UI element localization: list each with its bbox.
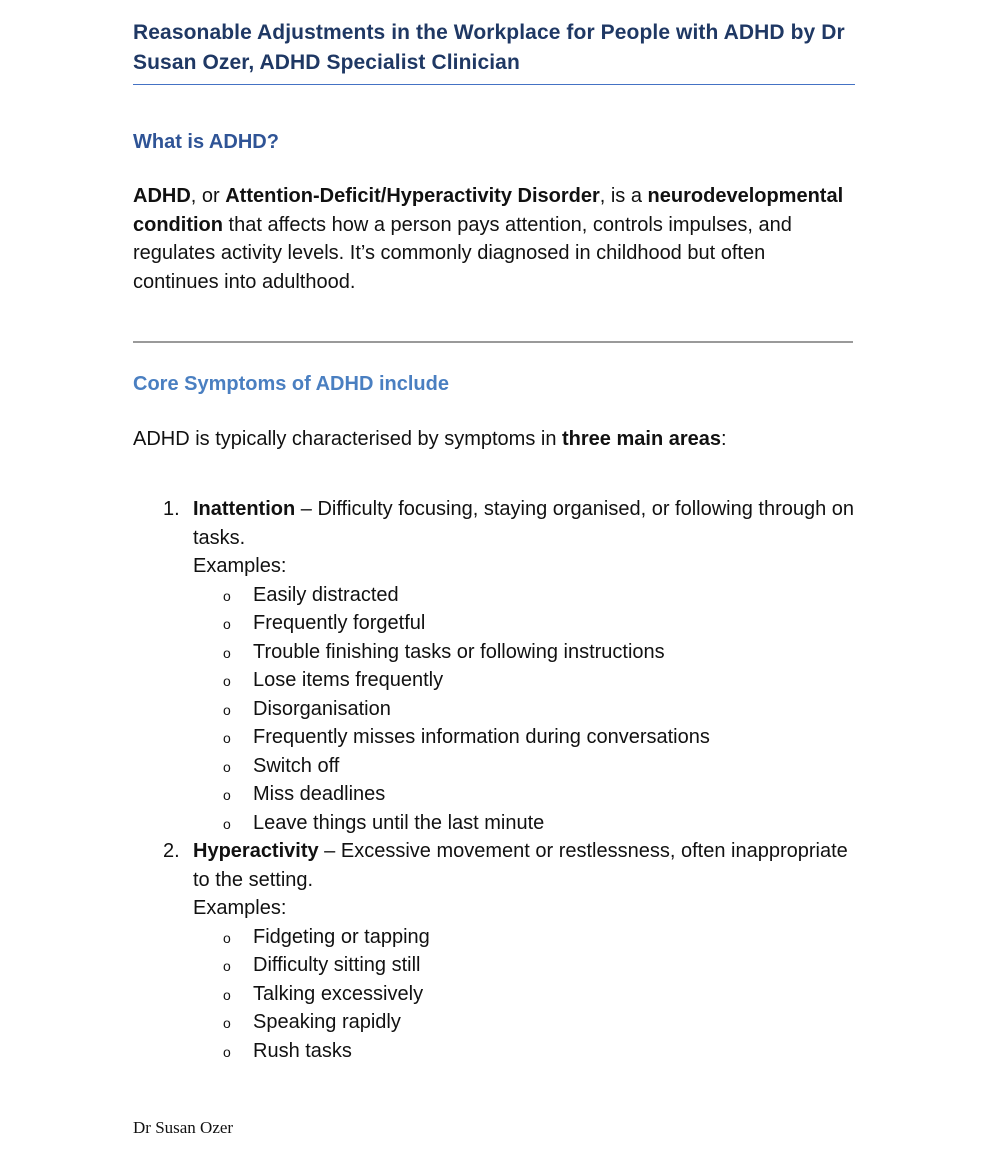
- list-item: [193, 980, 855, 1009]
- example-text: Frequently misses information during conversations: [253, 726, 710, 748]
- example-text: Talking excessively: [253, 982, 424, 1005]
- bullet-icon: o: [223, 986, 231, 1003]
- example-text: Lose items frequently: [253, 669, 444, 691]
- bullet-icon: o: [223, 644, 231, 661]
- intro-text-2: , is a: [599, 185, 648, 207]
- symptom-areas-list: [133, 495, 855, 1065]
- list-item: [193, 695, 855, 724]
- document-page: [133, 18, 855, 1062]
- list-item: [193, 1037, 855, 1066]
- example-text: Speaking rapidly: [253, 1011, 401, 1033]
- bullet-icon: o: [223, 730, 231, 746]
- list-item: [193, 1008, 855, 1037]
- list-item: [193, 723, 855, 752]
- list-item: [193, 951, 855, 980]
- bullet-icon: o: [223, 815, 231, 832]
- example-text: Fidgeting or tapping: [253, 925, 430, 948]
- document-title: Reasonable Adjustments in the Workplace for People with ADHD by Dr Susan Ozer, ADHD Specialist Clinician: [133, 18, 855, 85]
- area-name: Hyperactivity: [193, 840, 319, 862]
- bullet-icon: o: [223, 587, 231, 604]
- area-description-text: – Difficulty focusing, staying organised, or following through on tasks.: [193, 498, 855, 549]
- list-item: [193, 609, 855, 638]
- section-heading-what-is-adhd: What is ADHD?: [133, 131, 279, 153]
- intro-term-full-name: Attention-Deficit/Hyperactivity Disorder: [225, 185, 600, 207]
- intro-paragraph: [133, 182, 855, 296]
- example-text: Rush tasks: [253, 1039, 352, 1062]
- list-item: [193, 923, 855, 952]
- intro-text-1: , or: [190, 185, 226, 207]
- example-text: Easily distracted: [253, 583, 399, 606]
- bullet-icon: o: [223, 673, 231, 689]
- list-item: [193, 666, 855, 695]
- example-text: Difficulty sitting still: [253, 954, 421, 976]
- footer-author: Dr Susan Ozer: [133, 1118, 234, 1137]
- list-number: 2.: [163, 840, 180, 862]
- intro-text-3: that affects how a person pays attention, controls impulses, and regulates activity levels. It’s commonly diagnosed in childhood but often continues into adulthood.: [133, 213, 792, 293]
- lead-text-2: :: [721, 428, 727, 450]
- list-item: [193, 638, 855, 667]
- lead-text-1: ADHD is typically characterised by symptoms in: [133, 428, 563, 450]
- example-text: Frequently forgetful: [253, 612, 426, 634]
- bullet-icon: o: [223, 758, 231, 775]
- core-lead-paragraph: [133, 425, 727, 453]
- bullet-icon: o: [223, 958, 231, 974]
- symptom-area-hyperactivity: [133, 837, 855, 1065]
- area-description: [193, 495, 855, 552]
- bullet-icon: o: [223, 929, 231, 946]
- examples-list: [193, 923, 855, 1066]
- examples-label: Examples:: [193, 555, 287, 577]
- example-text: Leave things until the last minute: [253, 811, 545, 834]
- list-item: [193, 780, 855, 809]
- example-text: Disorganisation: [253, 697, 391, 720]
- intro-term-adhd: ADHD: [133, 185, 191, 207]
- list-number: 1.: [163, 498, 180, 520]
- example-text: Switch off: [253, 754, 340, 777]
- section-heading-core-symptoms: Core Symptoms of ADHD include: [133, 373, 449, 395]
- symptom-area-inattention: [133, 495, 855, 837]
- list-item: [193, 809, 855, 838]
- bullet-icon: o: [223, 1015, 231, 1031]
- lead-term-three-main-areas: three main areas: [562, 428, 721, 450]
- examples-label: Examples:: [193, 897, 287, 919]
- intro-term-neurodevelopmental: neurodevelopmental condition: [133, 185, 844, 236]
- example-text: Trouble finishing tasks or following instructions: [253, 640, 665, 663]
- section-divider: [133, 341, 853, 343]
- bullet-icon: o: [223, 701, 231, 718]
- bullet-icon: o: [223, 787, 231, 803]
- bullet-icon: o: [223, 616, 231, 632]
- bullet-icon: o: [223, 1043, 231, 1060]
- list-item: [193, 581, 855, 610]
- example-text: Miss deadlines: [253, 783, 386, 805]
- area-description: [193, 837, 855, 894]
- area-name: Inattention: [193, 498, 296, 520]
- area-description-text: – Excessive movement or restlessness, often inappropriate to the setting.: [193, 840, 848, 891]
- list-item: [193, 752, 855, 781]
- examples-list: [193, 581, 855, 838]
